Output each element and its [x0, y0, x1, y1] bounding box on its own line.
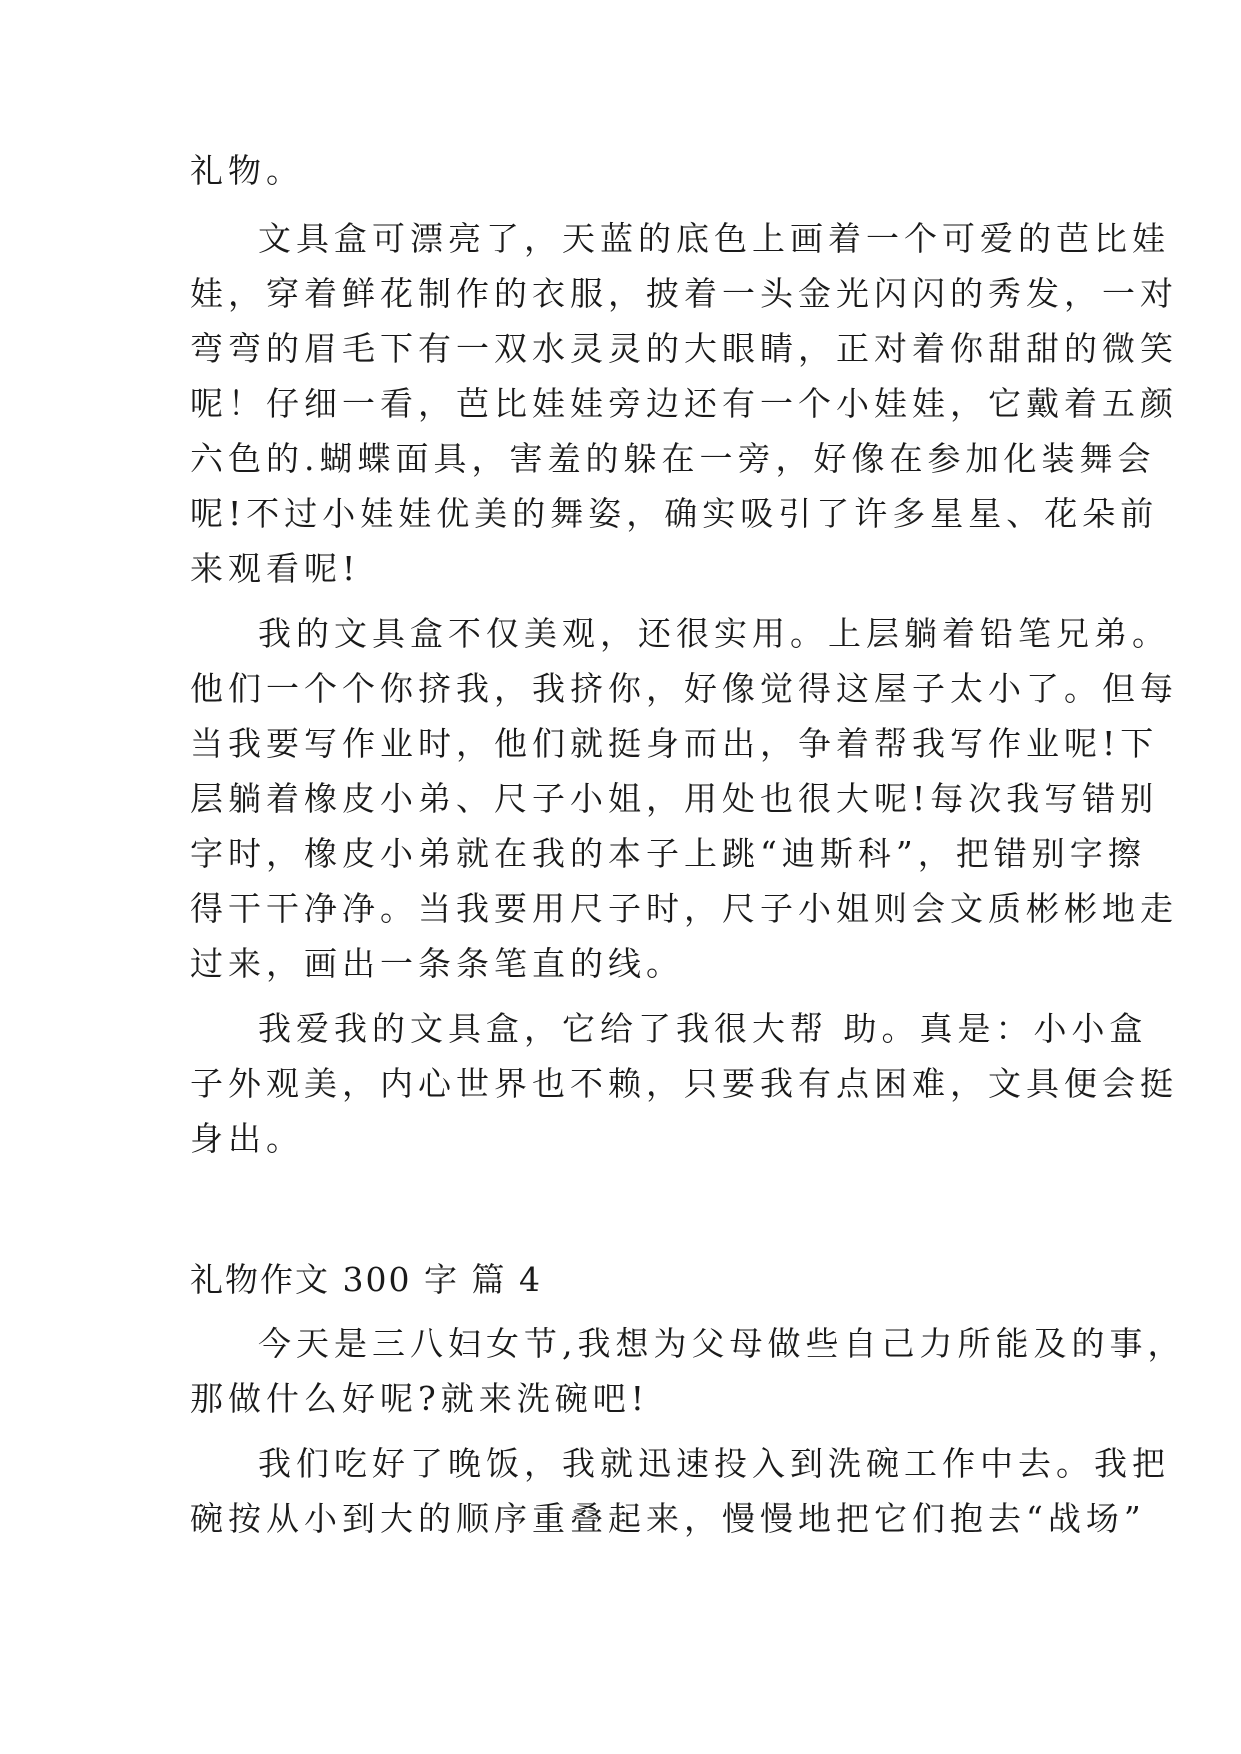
paragraph-start-line: 今天是三八妇女节,我想为父母做些自己力所能及的事， — [258, 1324, 1186, 1363]
text-line: 身出。 — [190, 1119, 304, 1158]
text-line: 弯弯的眉毛下有一双水灵灵的大眼睛，正对着你甜甜的微笑 — [190, 329, 1178, 368]
paragraph-start-line: 文具盒可漂亮了，天蓝的底色上画着一个可爱的芭比娃 — [258, 219, 1170, 258]
text-line: 呢！仔细一看，芭比娃娃旁边还有一个小娃娃，它戴着五颜 — [190, 384, 1178, 423]
paragraph-start-line: 我爱我的文具盒，它给了我很大帮 助。真是：小小盒 — [258, 1009, 1148, 1048]
text-line: 他们一个个你挤我，我挤你，好像觉得这屋子太小了。但每 — [190, 669, 1178, 708]
text-line: 六色的.蝴蝶面具，害羞的躲在一旁，好像在参加化装舞会 — [190, 439, 1156, 478]
text-line: 子外观美，内心世界也不赖，只要我有点困难，文具便会挺 — [190, 1064, 1178, 1103]
text-line: 礼物。 — [190, 151, 304, 190]
text-line: 字时，橡皮小弟就在我的本子上跳“迪斯科”，把错别字擦 — [190, 834, 1146, 873]
text-line: 那做什么好呢?就来洗碗吧! — [190, 1379, 649, 1418]
text-line: 层躺着橡皮小弟、尺子小姐，用处也很大呢!每次我写错别 — [190, 779, 1159, 818]
text-line: 当我要写作业时，他们就挺身而出，争着帮我写作业呢!下 — [190, 724, 1159, 763]
text-line: 呢!不过小娃娃优美的舞姿，确实吸引了许多星星、花朵前 — [190, 494, 1159, 533]
text-line: 娃，穿着鲜花制作的衣服，披着一头金光闪闪的秀发，一对 — [190, 274, 1178, 313]
text-line: 得干干净净。当我要用尺子时，尺子小姐则会文质彬彬地走 — [190, 889, 1178, 928]
paragraph-start-line: 我们吃好了晚饭，我就迅速投入到洗碗工作中去。我把 — [258, 1444, 1170, 1483]
text-line: 碗按从小到大的顺序重叠起来，慢慢地把它们抱去“战场” — [190, 1499, 1146, 1538]
paragraph-start-line: 我的文具盒不仅美观，还很实用。上层躺着铅笔兄弟。 — [258, 614, 1170, 653]
text-line: 过来，画出一条条笔直的线。 — [190, 944, 684, 983]
text-line: 来观看呢! — [190, 549, 361, 588]
section-heading: 礼物作文 300 字 篇 4 — [190, 1260, 542, 1299]
